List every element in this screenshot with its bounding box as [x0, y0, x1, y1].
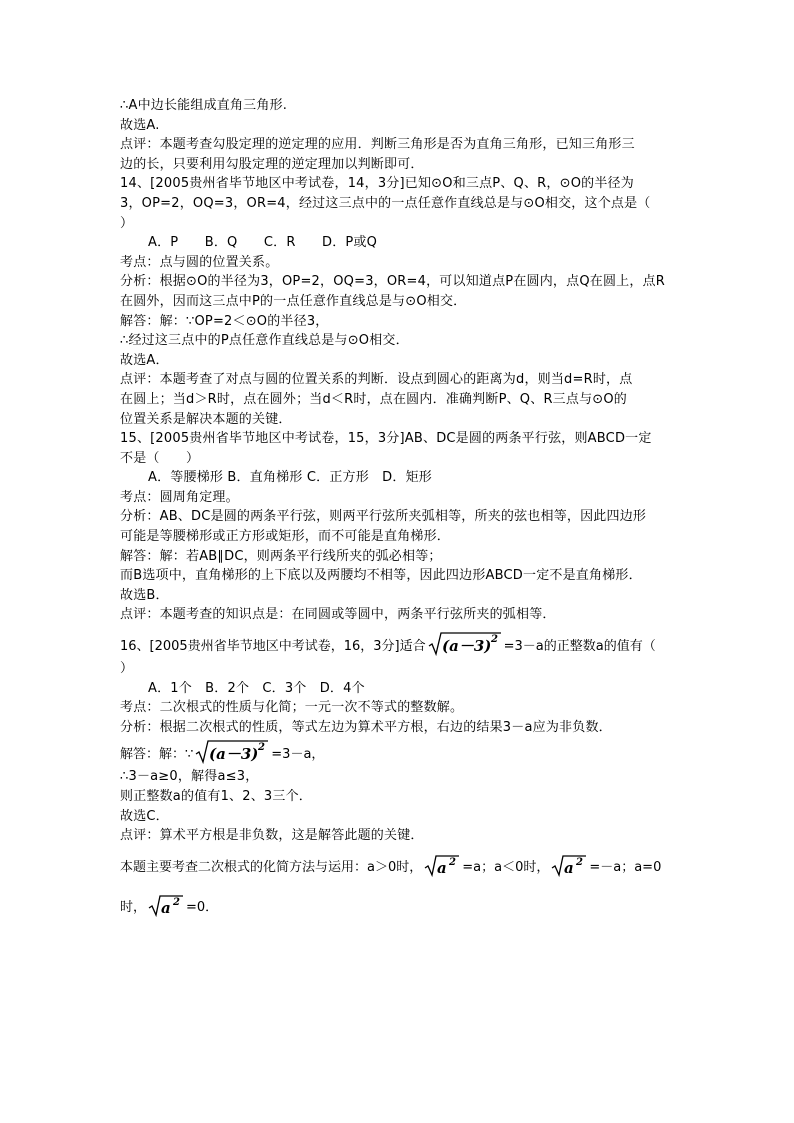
sqrt-exponent: 2 — [576, 856, 584, 868]
text-line: 故选A. — [120, 117, 160, 133]
summary-text: 时， — [120, 900, 147, 916]
text-line: ∴经过这三点中的P点任意作直线总是与⊙O相交． — [120, 333, 409, 349]
text-line: 解答：解：∵OP=2＜⊙O的半径3， — [120, 313, 329, 329]
summary-text: =a；a＜0时， — [462, 860, 550, 876]
text-line: 点评：本题考查了对点与圆的位置关系的判断．设点到圆心的距离为d，则当d=R时，点 — [120, 372, 633, 388]
text-line: 在圆上；当d＞R时，点在圆外；当d＜R时，点在圆内．准确判断P、Q、R三点与⊙O的 — [120, 391, 627, 407]
sqrt-exponent: 2 — [258, 742, 266, 754]
text-line: 点评：本题考查的知识点是：在同圆或等圆中，两条平行弦所夹的弧相等． — [120, 607, 556, 623]
summary-line-2 — [120, 886, 680, 926]
document-page — [120, 96, 680, 926]
text-line: 分析：根据二次根式的性质，等式左边为算术平方根，右边的结果3－a应为非负数． — [120, 719, 612, 735]
text-line: 3，OP=2，OQ=3，OR=4，经过这三点中的一点任意作直线总是与⊙O相交，这个点是（ — [120, 195, 651, 211]
text-line: 故选A． — [120, 352, 169, 368]
question-15-options: A．等腰梯形 B．直角梯形 C．正方形 D．矩形 — [148, 470, 432, 486]
text-line: 点评：本题考查勾股定理的逆定理的应用．判断三角形是否为直角三角形，已知三角形三 — [120, 137, 635, 153]
text-line: 分析：根据⊙O的半径为3，OP=2，OQ=3，OR=4，可以知道点P在圆内，点Q在圆上，点R — [120, 274, 665, 290]
text-line: 分析：AB、DC是圆的两条平行弦，则两平行弦所夹弧相等，所夹的弦也相等，因此四边形 — [120, 509, 647, 525]
question-14-title: 14、[2005贵州省毕节地区中考试卷，14，3分]已知⊙O和三点P、Q、R，⊙O的半径为 — [120, 176, 634, 192]
sqrt-expression — [551, 854, 587, 878]
text-line: 考点：圆周角定理。 — [120, 489, 239, 505]
text-line: 点评：算术平方根是非负数，这是解答此题的关键． — [120, 828, 424, 844]
text-line: 考点：点与圆的位置关系。 — [120, 254, 279, 270]
text-line: 故选C． — [120, 808, 169, 824]
sqrt-expression — [424, 854, 460, 878]
sqrt-radicand: (a－3) — [209, 745, 259, 764]
summary-text: =0． — [186, 900, 219, 916]
answer-suffix: =3－a， — [271, 746, 325, 762]
answer-prefix: 解答：解：∵ — [120, 746, 194, 762]
sqrt-exponent: 2 — [173, 896, 180, 908]
question-16-title — [120, 629, 680, 659]
summary-text: 本题主要考查二次根式的化简方法与运用：a＞0时， — [120, 860, 423, 876]
text-line: 可能是等腰梯形或正方形或矩形，而不可能是直角梯形． — [120, 529, 451, 545]
question-16-options: A．1个 B．2个 C．3个 D．4个 — [148, 680, 365, 696]
text-line: ∴A中边长能组成直角三角形. — [120, 98, 288, 113]
question-16-suffix: =3－a的正整数a的值有（ — [503, 638, 656, 654]
sqrt-radicand: a — [437, 858, 447, 877]
text-line: 边的长，只要利用勾股定理的逆定理加以判断即可． — [120, 156, 424, 172]
text-line: ） — [120, 215, 134, 231]
sqrt-radicand: a — [564, 858, 575, 877]
text-line: 考点：二次根式的性质与化简；一元一次不等式的整数解。 — [120, 700, 464, 716]
text-line: 不是（ ） — [120, 450, 200, 466]
sqrt-expression — [428, 631, 502, 657]
question-16-prefix: 16、[2005贵州省毕节地区中考试卷，16，3分]适合 — [120, 638, 426, 654]
question-16-answer — [120, 737, 680, 767]
summary-line-1 — [120, 846, 680, 886]
text-line: 位置关系是解决本题的关键． — [120, 411, 292, 427]
summary-text: =－a；a=0 — [589, 860, 662, 876]
text-line: 则正整数a的值有1、2、3三个． — [120, 789, 312, 804]
question-15-title: 15、[2005贵州省毕节地区中考试卷，15，3分]AB、DC是圆的两条平行弦，则ABCD一定 — [120, 431, 652, 447]
text-line: 故选B． — [120, 587, 169, 603]
text-line: 在圆外，因而这三点中P的一点任意作直线总是与⊙O相交． — [120, 293, 467, 309]
text-line: 解答：解：若AB∥DC，则两条平行线所夹的弧必相等； — [120, 548, 442, 564]
sqrt-exponent: 2 — [449, 856, 457, 868]
sqrt-exponent: 2 — [490, 634, 498, 646]
question-14-options: A．P B．Q C．R D．P或Q — [148, 235, 378, 251]
text-line: 而B选项中，直角梯形的上下底以及两腰均不相等，因此四边形ABCD一定不是直角梯形． — [120, 568, 642, 584]
sqrt-expression — [148, 894, 184, 918]
sqrt-expression — [195, 739, 269, 765]
text-line: ∴3－a≥0，解得a≤3， — [120, 769, 259, 785]
sqrt-radicand: a — [161, 898, 171, 917]
sqrt-radicand: (a－3) — [441, 637, 491, 656]
text-line: ） — [120, 661, 134, 677]
